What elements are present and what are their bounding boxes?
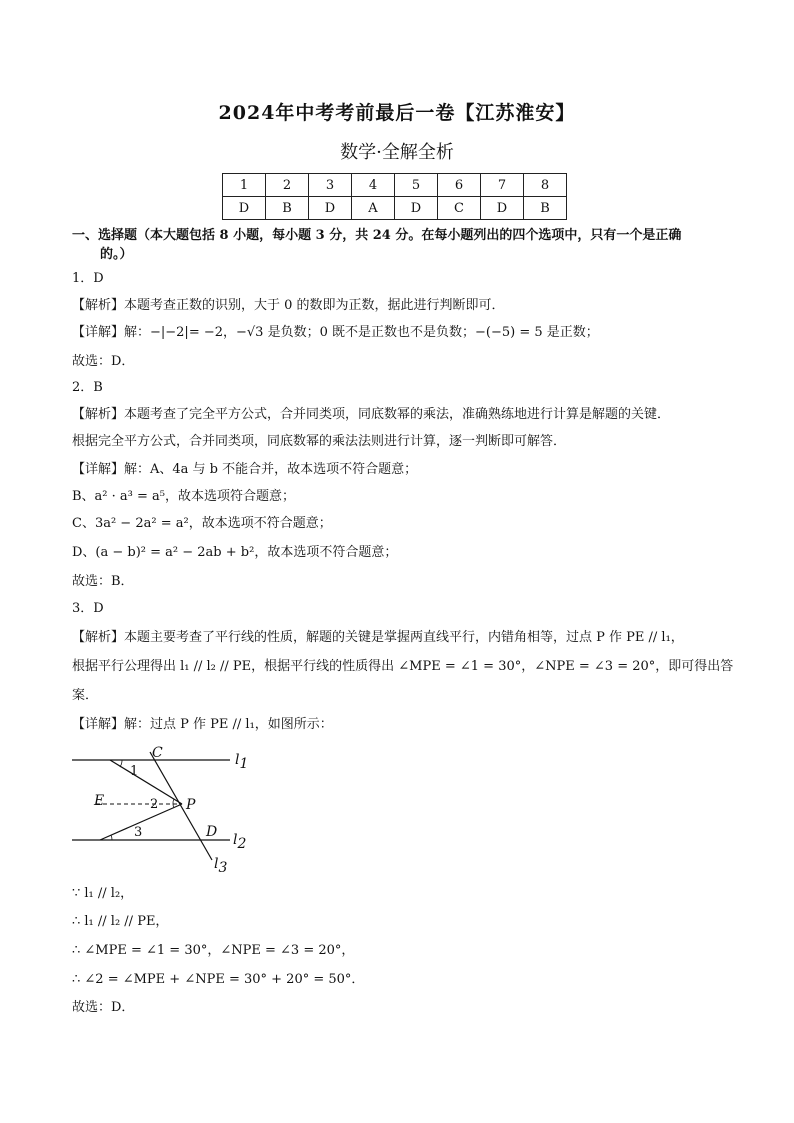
answer-number: 5 bbox=[395, 174, 438, 197]
answer-number: 1 bbox=[223, 174, 266, 197]
answer-letter: B bbox=[266, 197, 309, 220]
q1-number: 1．D bbox=[72, 271, 104, 286]
q3-analysis-1: 【解析】本题主要考查了平行线的性质，解题的关键是掌握两直线平行，内错角相等，过点 P 作 PE // l₁， bbox=[72, 630, 684, 645]
q2-analysis-1: 【解析】本题考查了完全平方公式，合并同类项，同底数幂的乘法，准确熟练地进行计算是解题的关键． bbox=[72, 407, 671, 422]
answer-number: 7 bbox=[481, 174, 524, 197]
label-l3: l3 bbox=[214, 856, 228, 874]
answer-letter: D bbox=[309, 197, 352, 220]
angle-1-arc bbox=[120, 760, 122, 767]
section-heading-cont: 的。） bbox=[100, 247, 133, 262]
answer-letter: D bbox=[481, 197, 524, 220]
label-angle-2: 2 bbox=[150, 797, 159, 812]
label-p: P bbox=[186, 797, 196, 813]
q1-detail: 【详解】解：−|−2|= −2，−√3 是负数；0 既不是正数也不是负数；−(−5) = 5 是正数； bbox=[72, 325, 599, 340]
q2-option-b: B、a² · a³ = a⁵，故本选项符合题意； bbox=[72, 489, 295, 504]
q2-analysis-2: 根据完全平方公式，合并同类项，同底数幂的乘法法则进行计算，逐一判断即可解答． bbox=[72, 434, 567, 449]
answer-number: 6 bbox=[438, 174, 481, 197]
label-angle-1: 1 bbox=[130, 764, 139, 779]
q3-step-3: ∴ ∠MPE = ∠1 = 30°，∠NPE = ∠3 = 20°， bbox=[72, 943, 355, 958]
answer-number: 2 bbox=[266, 174, 309, 197]
page-title: 2024年中考考前最后一卷【江苏淮安】 bbox=[218, 102, 576, 124]
q3-analysis-2: 根据平行公理得出 l₁ // l₂ // PE，根据平行线的性质得出 ∠MPE = ∠1 = 30°，∠NPE = ∠3 = 20°，即可得出答 bbox=[72, 659, 734, 674]
answer-letter: A bbox=[352, 197, 395, 220]
q2-detail: 【详解】解：A、4a 与 b 不能合并，故本选项不符合题意； bbox=[72, 462, 418, 477]
answer-table-answer-row bbox=[223, 197, 567, 220]
angle-3-arc bbox=[111, 835, 112, 840]
q3-step-1: ∵ l₁ // l₂， bbox=[72, 886, 134, 901]
q3-number: 3．D bbox=[72, 601, 104, 616]
angle-2-arc-top bbox=[173, 799, 174, 804]
answer-number: 4 bbox=[352, 174, 395, 197]
label-l2: l2 bbox=[233, 832, 247, 852]
label-angle-3: 3 bbox=[134, 825, 143, 840]
q2-option-c: C、3a² − 2a² = a²，故本选项不符合题意； bbox=[72, 516, 332, 531]
answer-number: 3 bbox=[309, 174, 352, 197]
label-l1: l1 bbox=[235, 752, 249, 772]
answer-number: 8 bbox=[524, 174, 567, 197]
line-l3 bbox=[150, 752, 212, 860]
segment-to-p-top bbox=[110, 760, 182, 804]
q3-choice: 故选：D． bbox=[72, 1000, 135, 1015]
q1-choice: 故选：D． bbox=[72, 354, 135, 369]
q2-number: 2．B bbox=[72, 380, 103, 395]
answer-letter: B bbox=[524, 197, 567, 220]
q3-step-4: ∴ ∠2 = ∠MPE + ∠NPE = 30° + 20° = 50°． bbox=[72, 972, 365, 987]
answer-letter: C bbox=[438, 197, 481, 220]
label-c: C bbox=[152, 745, 163, 761]
label-e: E bbox=[94, 793, 105, 809]
section-heading: 一、选择题（本大题包括 8 小题，每小题 3 分，共 24 分。在每小题列出的四个选项中，只有一个是正确 bbox=[72, 228, 682, 243]
q3-step-2: ∴ l₁ // l₂ // PE， bbox=[72, 914, 169, 929]
label-d: D bbox=[206, 824, 218, 840]
page-subtitle: 数学·全解全析 bbox=[340, 142, 454, 163]
q3-analysis-3: 案． bbox=[72, 688, 99, 703]
answer-letter: D bbox=[223, 197, 266, 220]
q2-option-d: D、(a − b)² = a² − 2ab + b²，故本选项不符合题意； bbox=[72, 545, 398, 560]
answer-table-number-row bbox=[223, 174, 567, 197]
answer-letter: D bbox=[395, 197, 438, 220]
answer-table bbox=[222, 173, 567, 220]
parallel-lines-figure bbox=[70, 742, 260, 874]
q2-choice: 故选：B． bbox=[72, 574, 134, 589]
q3-detail: 【详解】解：过点 P 作 PE // l₁，如图所示： bbox=[72, 717, 333, 732]
q1-analysis: 【解析】本题考查正数的识别，大于 0 的数即为正数，据此进行判断即可． bbox=[72, 298, 505, 313]
